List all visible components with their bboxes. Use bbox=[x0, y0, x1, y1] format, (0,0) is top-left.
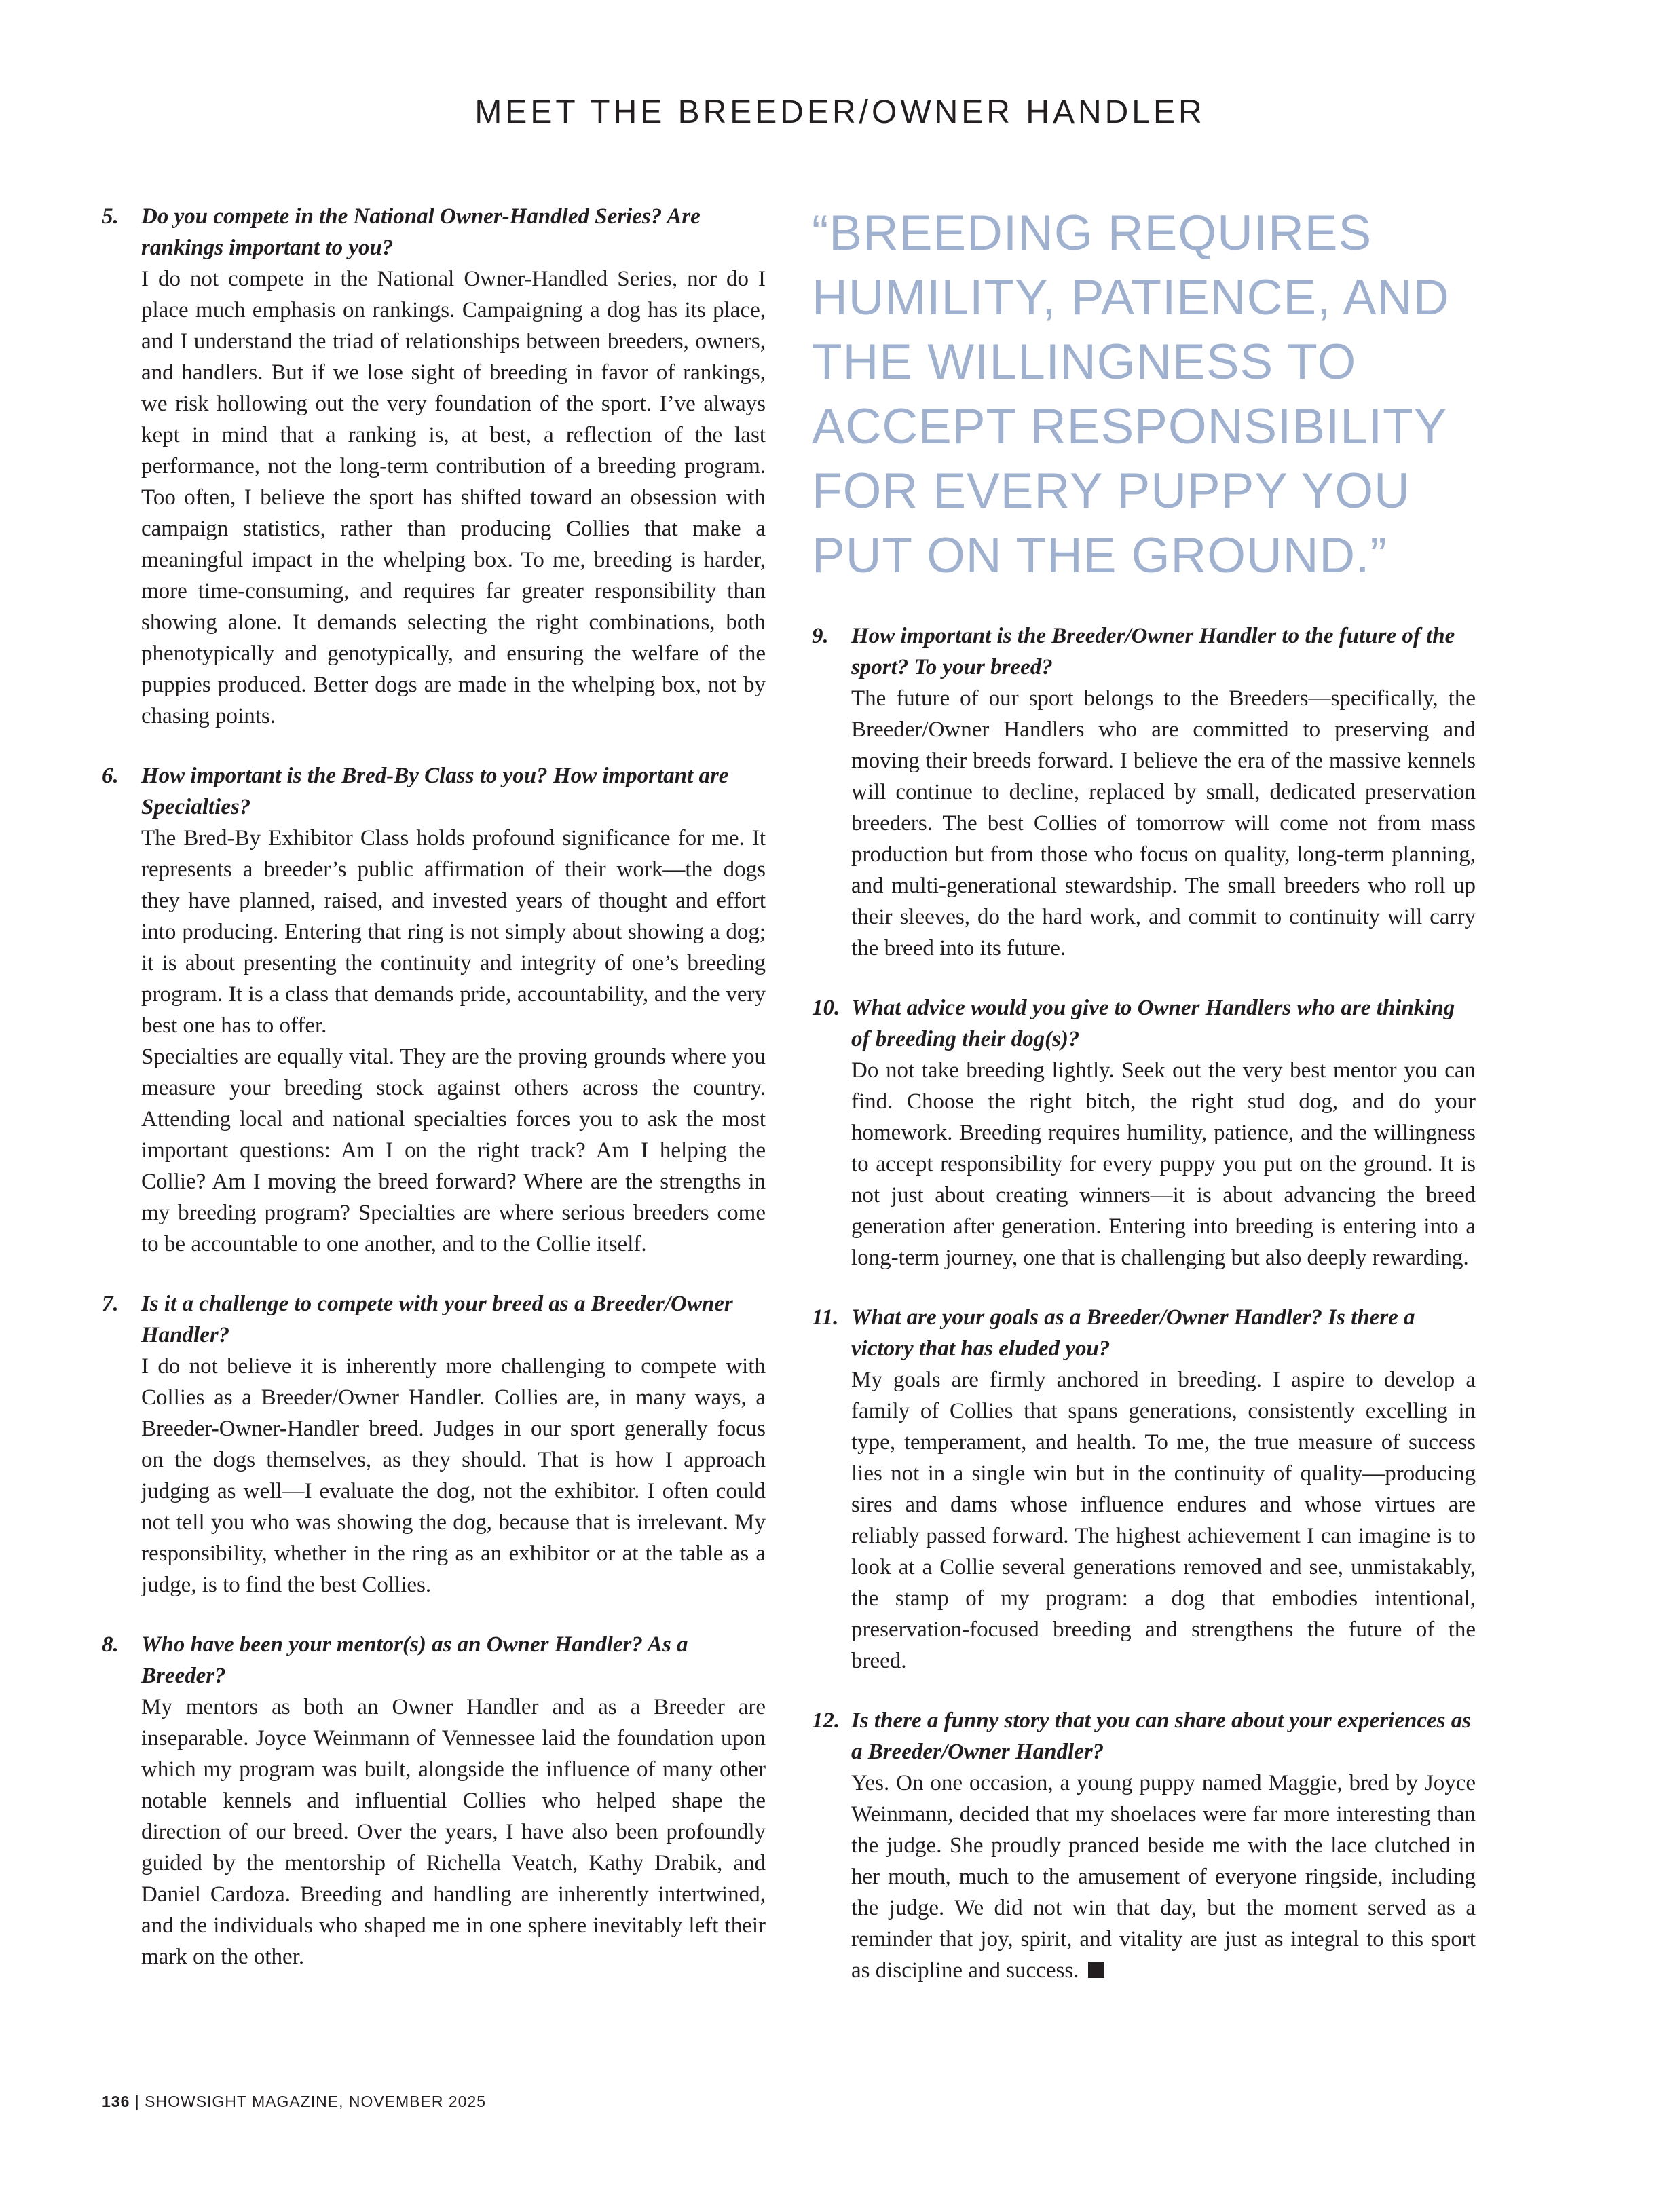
question-text: Who have been your mentor(s) as an Owner Handler? As a Breeder? bbox=[141, 1632, 688, 1688]
page-header: MEET THE BREEDER/OWNER HANDLER bbox=[474, 94, 1206, 130]
question-number: 7. bbox=[102, 1292, 119, 1316]
page-number: 136 bbox=[102, 2093, 130, 2110]
question-5 bbox=[102, 201, 766, 732]
question-text: What advice would you give to Owner Handlers who are thinking of breeding their dog(s)? bbox=[851, 996, 1455, 1051]
answer-paragraph: I do not compete in the National Owner-Handled Series, nor do I place much emphasis on rankings. Campaigning a dog has its place, and I understand the triad of relationships between breeders, owners, and handlers. But if we lose sight of breeding in favor of rankings, we risk hollowing out the very foundation of the sport. I’ve always kept in mind that a ranking is, at best, a reflection of the last performance, not the long-term contribution of a breeding program. Too often, I believe the sport has shifted toward an obsession with campaign statistics, rather than producing Collies that make a meaningful impact in the whelping box. To me, breeding is harder, more time-consuming, and requires far greater responsibility than showing alone. It demands selecting the right combinations, both phenotypically and genotypically, and ensuring the welfare of the puppies produced. Better dogs are made in the whelping box, not by chasing points. bbox=[141, 267, 766, 728]
answer-paragraph: Do not take breeding lightly. Seek out the very best mentor you can find. Choose the right bitch, the right stud dog, and do your homework. Breeding requires humility, patience, and the willingness to accept responsibility for every puppy you put on the ground. It is not just about creating winners—it is about advancing the breed generation after generation. Entering into breeding is entering into a long-term journey, one that is challenging but also deeply rewarding. bbox=[851, 1058, 1476, 1270]
question-number: 5. bbox=[102, 204, 119, 229]
answer-paragraph: My goals are firmly anchored in breeding. I aspire to develop a family of Collies that spans generations, consistently excelling in type, temperament, and health. To me, the true measure of success lies not in a single win but in the continuity of quality—producing sires and dams whose influence endures and whose virtues are reliably passed forward. The highest achievement I can imagine is to look at a Collie several generations removed and see, unmistakably, the stamp of my program: a dog that embodies intentional, preservation-focused breeding and strengthens the future of the breed. bbox=[851, 1368, 1476, 1673]
pull-quote: “BREEDING REQUIRES HUMILITY, PATIENCE, AND THE WILLINGNESS TO ACCEPT RESPONSIBILITY FOR EVERY PUPPY YOU PUT ON THE GROUND.” bbox=[812, 206, 1450, 583]
question-text: How important is the Breeder/Owner Handler to the future of the sport? To your breed? bbox=[851, 624, 1455, 679]
question-text: Is there a funny story that you can share about your experiences as a Breeder/Owner Handler? bbox=[851, 1708, 1472, 1764]
question-number: 6. bbox=[102, 764, 119, 788]
answer-paragraph: The future of our sport belongs to the Breeders—specifically, the Breeder/Owner Handlers who are committed to preserving and moving their breeds forward. I believe the era of the massive kennels will continue to decline, replaced by small, dedicated preservation breeders. The best Collies of tomorrow will come not from mass production but from those who focus on quality, long-term planning, and multi-generational stewardship. The small breeders who roll up their sleeves, do the hard work, and commit to continuity will carry the breed into its future. bbox=[851, 686, 1476, 960]
left-column bbox=[102, 201, 766, 2001]
question-8 bbox=[102, 1629, 766, 1972]
question-text: What are your goals as a Breeder/Owner Handler? Is there a victory that has eluded you? bbox=[851, 1305, 1415, 1361]
footer-separator: | bbox=[134, 2093, 140, 2110]
question-text: Is it a challenge to compete with your breed as a Breeder/Owner Handler? bbox=[141, 1292, 733, 1347]
question-number: 9. bbox=[812, 624, 829, 648]
publication-info: SHOWSIGHT MAGAZINE, NOVEMBER 2025 bbox=[145, 2093, 487, 2110]
page-footer bbox=[102, 2093, 486, 2111]
answer-paragraph bbox=[851, 1767, 1476, 1986]
answer-paragraph: My mentors as both an Owner Handler and as a Breeder are inseparable. Joyce Weinmann of Vennessee laid the foundation upon which my program was built, alongside the influence of many other notable kennels and influential Collies who helped shape the direction of our breed. Over the years, I have also been profoundly guided by the mentorship of Richella Veatch, Kathy Drabik, and Daniel Cardoza. Breeding and handling are inherently intertwined, and the individuals who shaped me in one sphere inevitably left their mark on the other. bbox=[141, 1695, 766, 1969]
question-number: 11. bbox=[812, 1305, 839, 1330]
question-number: 10. bbox=[812, 996, 840, 1020]
question-12 bbox=[812, 1705, 1476, 1986]
question-text: Do you compete in the National Owner-Handled Series? Are rankings important to you? bbox=[141, 204, 701, 260]
question-7 bbox=[102, 1288, 766, 1601]
question-text: How important is the Bred-By Class to you? How important are Specialties? bbox=[141, 764, 729, 819]
end-mark-icon bbox=[1088, 1962, 1104, 1978]
question-number: 12. bbox=[812, 1708, 840, 1733]
right-column bbox=[812, 201, 1476, 2015]
answer-paragraph: I do not believe it is inherently more challenging to compete with Collies as a Breeder/Owner Handler. Collies are, in many ways, a Breeder-Owner-Handler breed. Judges in our sport generally focus on the dogs themselves, as they should. That is how I approach judging as well—I evaluate the dog, not the exhibitor. I often could not tell you who was showing the dog, because that is irrelevant. My responsibility, whether in the ring as an exhibitor or at the table as a judge, is to find the best Collies. bbox=[141, 1354, 766, 1597]
question-11 bbox=[812, 1302, 1476, 1677]
question-10 bbox=[812, 992, 1476, 1273]
question-number: 8. bbox=[102, 1632, 119, 1657]
answer-paragraph: Specialties are equally vital. They are the proving grounds where you measure your breeding stock against others across the country. Attending local and national specialties forces you to ask the most important questions: Am I on the right track? Am I helping the Collie? Am I moving the breed forward? Where are the strengths in my breeding program? Specialties are where serious breeders come to be accountable to one another, and to the Collie itself. bbox=[141, 1045, 766, 1256]
answer-paragraph: The Bred-By Exhibitor Class holds profound significance for me. It represents a breeder’s public affirmation of their work—the dogs they have planned, raised, and invested years of thought and effort into producing. Entering that ring is not simply about showing a dog; it is about presenting the continuity and integrity of one’s breeding program. It is a class that demands pride, accountability, and the very best one has to offer. bbox=[141, 826, 766, 1038]
answer-text: Yes. On one occasion, a young puppy named Maggie, bred by Joyce Weinmann, decided that my shoelaces were far more interesting than the judge. She proudly pranced beside me with the lace clutched in her mouth, much to the amusement of everyone ringside, including the judge. We did not win that day, but the moment served as a reminder that joy, spirit, and vitality are just as integral to this sport as discipline and success. bbox=[851, 1771, 1476, 1983]
question-9 bbox=[812, 620, 1476, 964]
question-6 bbox=[102, 760, 766, 1260]
